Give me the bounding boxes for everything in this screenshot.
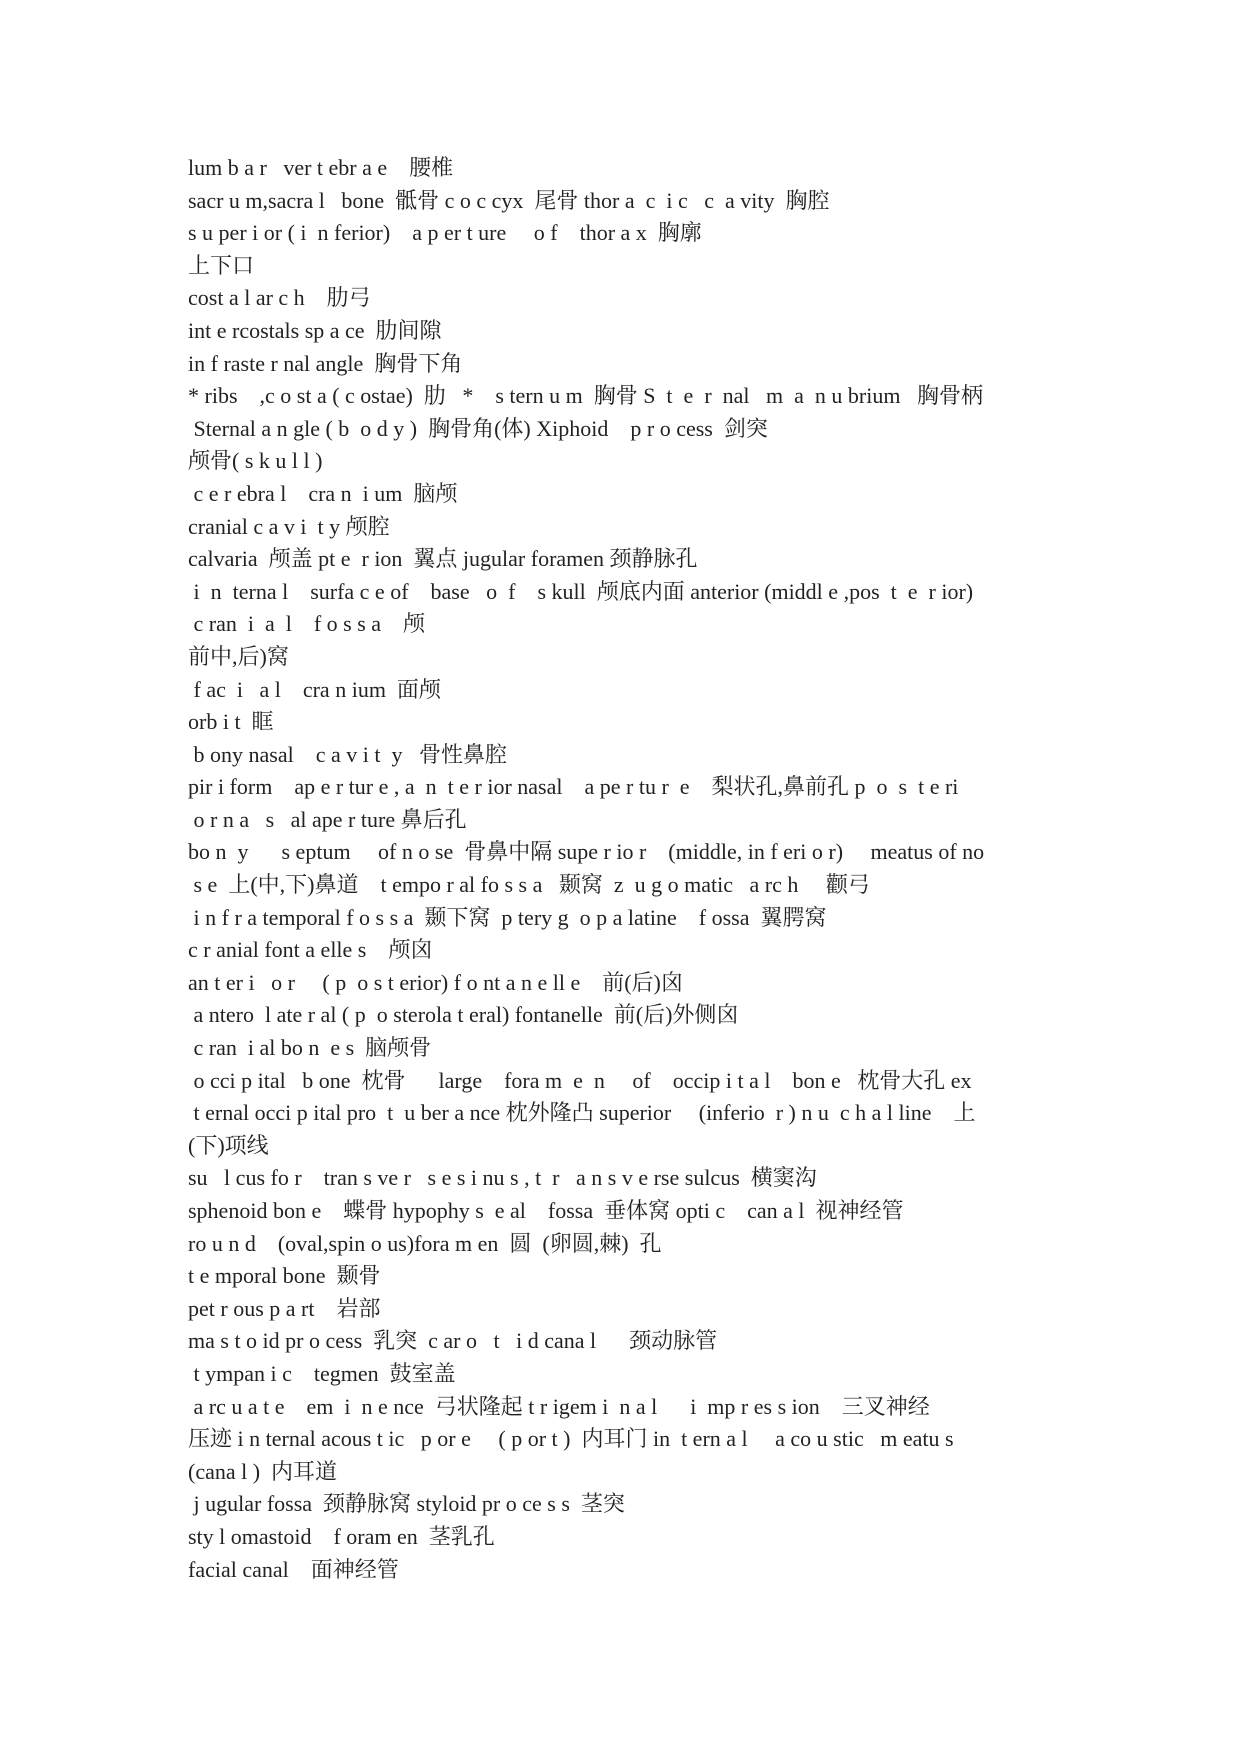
text-line: calvaria 颅盖 pt e r ion 翼点 jugular foramen 颈静脉孔	[188, 546, 698, 572]
text-line: s e 上(中,下)鼻道 t empo r al fo s s a 颞窝 z u g o matic a rc h 颧弓	[188, 872, 870, 898]
text-line: c ran i al bo n e s 脑颅骨	[188, 1035, 432, 1061]
text-line: a rc u a t e em i n e nce 弓状隆起 t r igem i n a l i mp r es s ion 三叉神经	[188, 1393, 930, 1419]
text-line: 上下口	[188, 252, 255, 278]
text-line: c ran i a l f o s s a 颅	[188, 611, 426, 637]
text-line: sty l omastoid f oram en 茎乳孔	[188, 1523, 495, 1549]
text-line: a ntero l ate r al ( p o sterola t eral) fontanelle 前(后)外侧囟	[188, 1002, 739, 1028]
text-line: bo n y s eptum of n o se 骨鼻中隔 supe r io r (middle, in f eri o r) meatus of no	[188, 839, 985, 865]
text-line: int e rcostals sp a ce 肋间隙	[188, 317, 442, 343]
text-line: ma s t o id pr o cess 乳突 c ar o t i d cana l 颈动脉管	[188, 1328, 718, 1354]
text-line: lum b a r ver t ebr a e 腰椎	[188, 155, 454, 180]
text-line: i n terna l surfa c e of base o f s kull 颅底内面 anterior (middl e ,pos t e r ior)	[188, 578, 974, 604]
text-line: i n f r a temporal f o s s a 颞下窝 p tery g o p a latine f ossa 翼腭窝	[188, 904, 827, 930]
text-line: b ony nasal c a v i t y 骨性鼻腔	[188, 741, 507, 767]
text-line: in f raste r nal angle 胸骨下角	[188, 350, 463, 376]
text-line: su l cus fo r tran s ve r s e s i nu s , t r a n s v e rse sulcus 横窦沟	[188, 1165, 817, 1191]
text-line: Sternal a n gle ( b o d y ) 胸骨角(体) Xiphoid p r o cess 剑突	[188, 415, 768, 441]
text-line: (cana l ) 内耳道	[188, 1458, 338, 1484]
text-line: * ribs ,c o st a ( c ostae) 肋 * s tern u m 胸骨 S t e r nal m a n u brium 胸骨柄	[188, 383, 983, 409]
text-line: (下)项线	[188, 1132, 269, 1158]
text-line: t e mporal bone 颞骨	[188, 1263, 381, 1289]
text-line: pir i form ap e r tur e , a n t e r ior nasal a pe r tu r e 梨状孔,鼻前孔 p o s t e ri	[188, 774, 959, 800]
text-line: 前中,后)窝	[188, 643, 289, 669]
text-line: orb i t 眶	[188, 709, 274, 735]
text-line: cranial c a v i t y 颅腔	[188, 513, 390, 539]
text-line: o cci p ital b one 枕骨 large fora m e n of occip i t a l bon e 枕骨大孔 ex	[188, 1067, 972, 1093]
text-line: t ernal occi p ital pro t u ber a nce 枕外隆凸 superior (inferio r ) n u c h a l line 上	[188, 1100, 976, 1126]
text-line: 压迹 i n ternal acous t ic p or e ( p or t ) 内耳门 in t ern a l a co u stic m eatu s	[188, 1426, 954, 1452]
text-line: s u per i or ( i n ferior) a p er t ure o f thor a x 胸廓	[188, 220, 702, 246]
text-line: an t er i o r ( p o s t erior) f o nt a n e ll e 前(后)囟	[188, 969, 683, 995]
text-line: facial canal 面神经管	[188, 1556, 399, 1582]
text-line: sphenoid bon e 蝶骨 hypophy s e al fossa 垂体窝 opti c can a l 视神经管	[188, 1198, 904, 1223]
text-line: f ac i a l cra n ium 面颅	[188, 676, 441, 702]
document-page	[188, 152, 1078, 1586]
text-line: 颅骨( s k u l l )	[188, 448, 323, 474]
text-line: ro u n d (oval,spin o us)fora m en 圆 (卵圆,棘) 孔	[188, 1230, 662, 1256]
text-line: o r n a s al ape r ture 鼻后孔	[188, 806, 467, 832]
text-line: j ugular fossa 颈静脉窝 styloid pr o ce s s 茎突	[188, 1491, 625, 1517]
text-line: c r anial font a elle s 颅囟	[188, 937, 433, 963]
text-line: cost a l ar c h 肋弓	[188, 285, 371, 311]
text-line: pet r ous p a rt 岩部	[188, 1295, 381, 1321]
text-line: c e r ebra l cra n i um 脑颅	[188, 480, 458, 506]
text-line: t ympan i c tegmen 鼓室盖	[188, 1360, 456, 1386]
text-line: sacr u m,sacra l bone 骶骨 c o c cyx 尾骨 thor a c i c c a vity 胸腔	[188, 187, 830, 213]
